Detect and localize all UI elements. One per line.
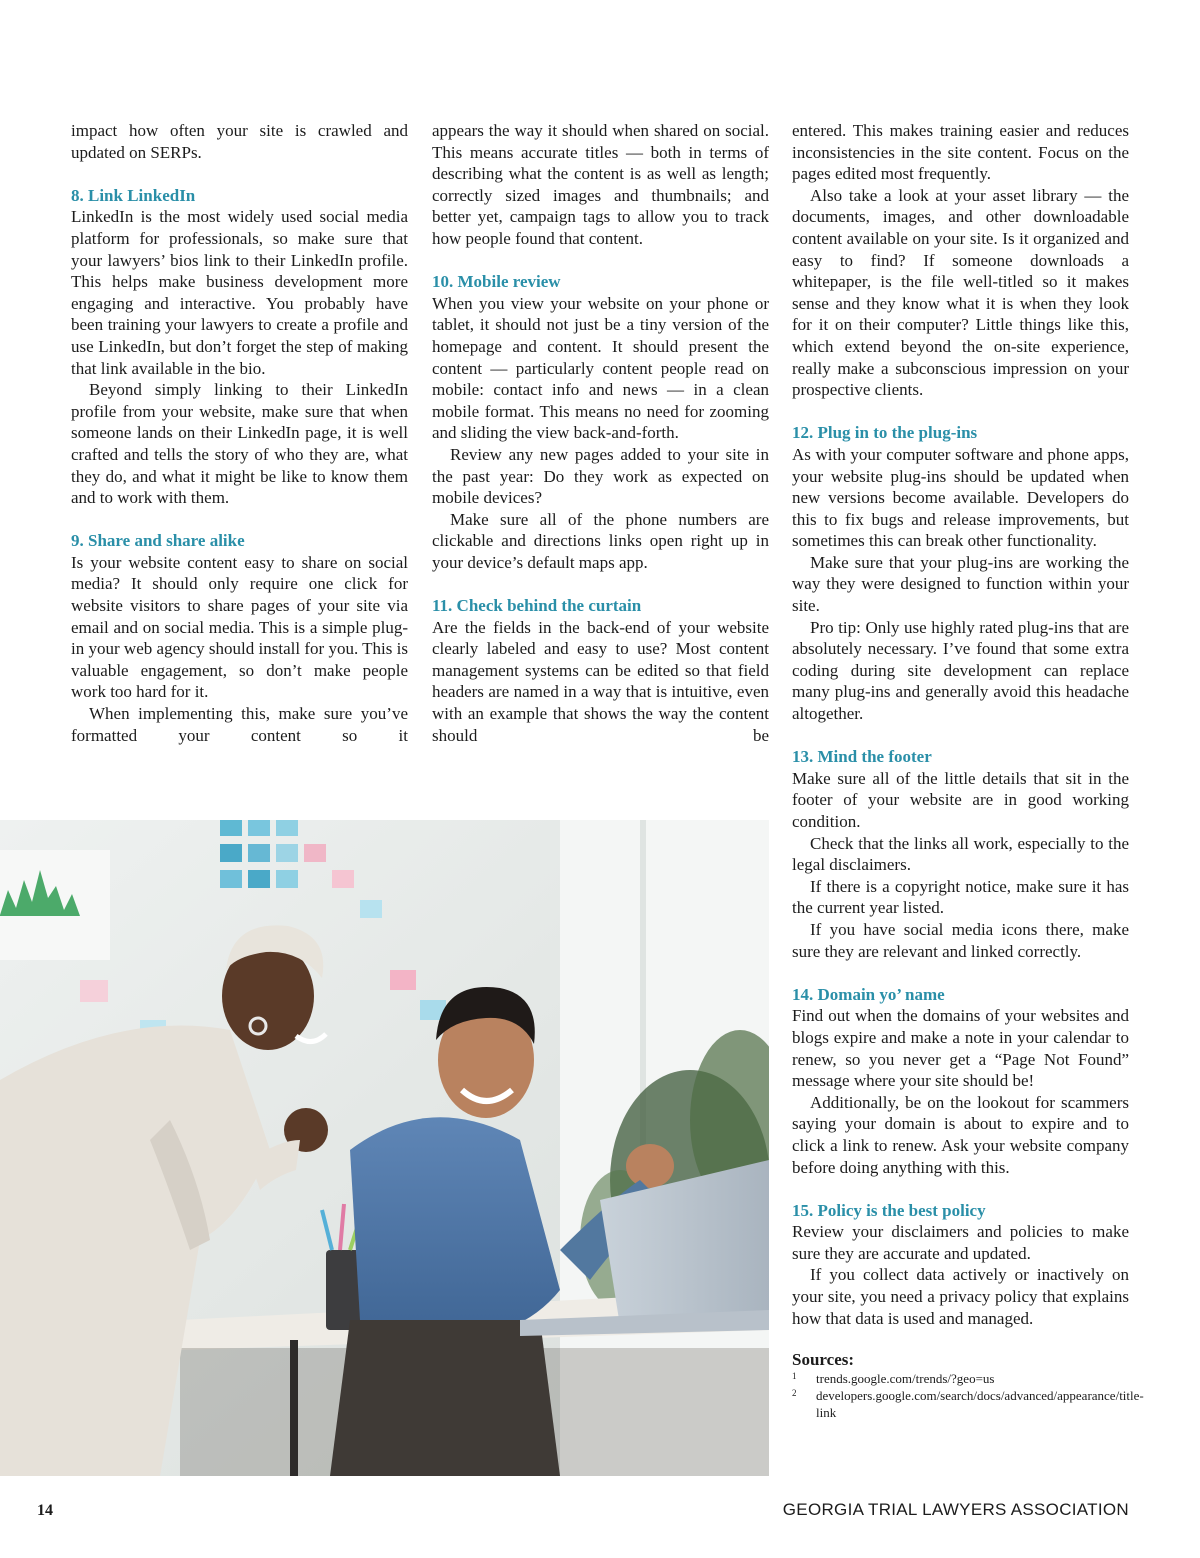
publication-name: GEORGIA TRIAL LAWYERS ASSOCIATION <box>782 1500 1129 1519</box>
paragraph: Are the fields in the back-end of your website clearly labeled and easy to use? Most content management systems can be edited so that field headers are named in a way that is intuitive, even with an example that shows the way the content should be <box>432 617 769 745</box>
article-column-3 <box>792 120 1144 1421</box>
paragraph: entered. This makes training easier and reduces inconsistencies in the site content. Focus on the pages edited most frequently. <box>792 121 1129 184</box>
section-heading-8: 8. Link LinkedIn <box>71 185 196 205</box>
source-item <box>792 1370 1129 1387</box>
section-heading-9: 9. Share and share alike <box>71 531 245 551</box>
source-number: 2 <box>792 1388 797 1399</box>
paragraph: When you view your website on your phone or tablet, it should not just be a tiny version of the homepage and content. It should present the content — particularly content people read on mobile: contact info and news — in a clean mobile format. This means no need for zooming and sliding the view back-and-forth. <box>432 293 769 443</box>
paragraph: If you have social media icons there, make sure they are relevant and linked correctly. <box>792 919 1129 961</box>
paragraph: appears the way it should when shared on social. This means accurate titles — both in terms of describing what the content is as well as length; correctly sized images and thumbnails; and better yet, campaign tags to allow you to track how people found that content. <box>432 121 769 248</box>
paragraph: Pro tip: Only use highly rated plug-ins that are absolutely necessary. I’ve found that some extra coding during site development can replace many plug-ins and generally avoid this headache altogether. <box>792 617 1129 724</box>
sources-heading: Sources: <box>792 1350 855 1370</box>
page-number: 14 <box>37 1502 53 1519</box>
paragraph: Make sure all of the little details that sit in the footer of your website are in good working condition. <box>792 768 1129 831</box>
paragraph: Find out when the domains of your websites and blogs expire and make a note in your calendar to renew, so you never get a “Page Not Found” message where your site should be! <box>792 1006 1129 1091</box>
paragraph: Make sure that your plug-ins are working the way they were designed to function within your site. <box>792 552 1129 616</box>
paragraph: Check that the links all work, especially to the legal disclaimers. <box>792 833 1129 875</box>
section-heading-15: 15. Policy is the best policy <box>792 1200 986 1220</box>
paragraph: Additionally, be on the lookout for scammers saying your domain is about to expire and to click a link to renew. Ask your website company before doing anything with this. <box>792 1092 1129 1177</box>
photo-illustration <box>0 820 769 1476</box>
office-celebration-photo <box>0 820 769 1476</box>
paragraph: LinkedIn is the most widely used social media platform for professionals, so make sure that your lawyers’ bios link to their LinkedIn profile. This helps make business development more engaging and interactive. You probably have been training your lawyers to create a profile and use LinkedIn, but don’t forget the step of making that link available in the bio. <box>71 207 408 378</box>
paragraph: Review your disclaimers and policies to make sure they are accurate and updated. <box>792 1222 1129 1263</box>
paragraph: Review any new pages added to your site in the past year: Do they work as expected on mobile devices? <box>432 444 769 508</box>
paragraph: Is your website content easy to share on social media? It should only require one click for website visitors to share pages of your site via email and on social media. This is a simple plug-in your web agency should install for you. This is valuable engagement, so don’t make people work too hard for it. <box>71 552 408 702</box>
paragraph: Beyond simply linking to their LinkedIn profile from your website, make sure that when someone lands on their LinkedIn page, it is well crafted and tells the story of who they are, what they do, and what it might be like to know them and to work with them. <box>71 380 408 508</box>
paragraph: As with your computer software and phone apps, your website plug-ins should be updated when new versions become available. Developers do this to fix bugs and release improvements, but sometimes this can break other functionality. <box>792 444 1129 551</box>
paragraph: Make sure all of the phone numbers are clickable and directions links open right up in your device’s default maps app. <box>432 509 769 572</box>
section-heading-10: 10. Mobile review <box>432 272 561 292</box>
section-heading-13: 13. Mind the footer <box>792 747 932 767</box>
section-heading-12: 12. Plug in to the plug-ins <box>792 423 978 443</box>
source-text: trends.google.com/trends/?geo=us <box>816 1371 995 1387</box>
paragraph: If you collect data actively or inactively on your site, you need a privacy policy that explains how that data is used and managed. <box>792 1265 1129 1328</box>
paragraph: When implementing this, make sure you’ve formatted your content so it <box>71 704 408 745</box>
paragraph: Also take a look at your asset library — the documents, images, and other downloadable content available on your site. Is it organized and easy to find? If someone downloads a whitepaper, is the file well-titled so it makes sense and they know what it is when they look for it on their computer? Little things like this, which extend beyond the on-site experience, really make a subconscious impression on your prospective clients. <box>792 185 1129 400</box>
source-number: 1 <box>792 1371 797 1382</box>
article-column-2 <box>432 120 769 746</box>
article-column-1 <box>71 120 408 746</box>
paragraph: impact how often your site is crawled and updated on SERPs. <box>71 121 408 162</box>
source-item <box>792 1387 1144 1421</box>
source-text: developers.google.com/search/docs/advanced/appearance/title-link <box>816 1388 1144 1421</box>
section-heading-11: 11. Check behind the curtain <box>432 596 642 616</box>
paragraph: If there is a copyright notice, make sure it has the current year listed. <box>792 876 1129 918</box>
sources-list <box>792 1349 1144 1421</box>
section-heading-14: 14. Domain yo’ name <box>792 984 945 1004</box>
